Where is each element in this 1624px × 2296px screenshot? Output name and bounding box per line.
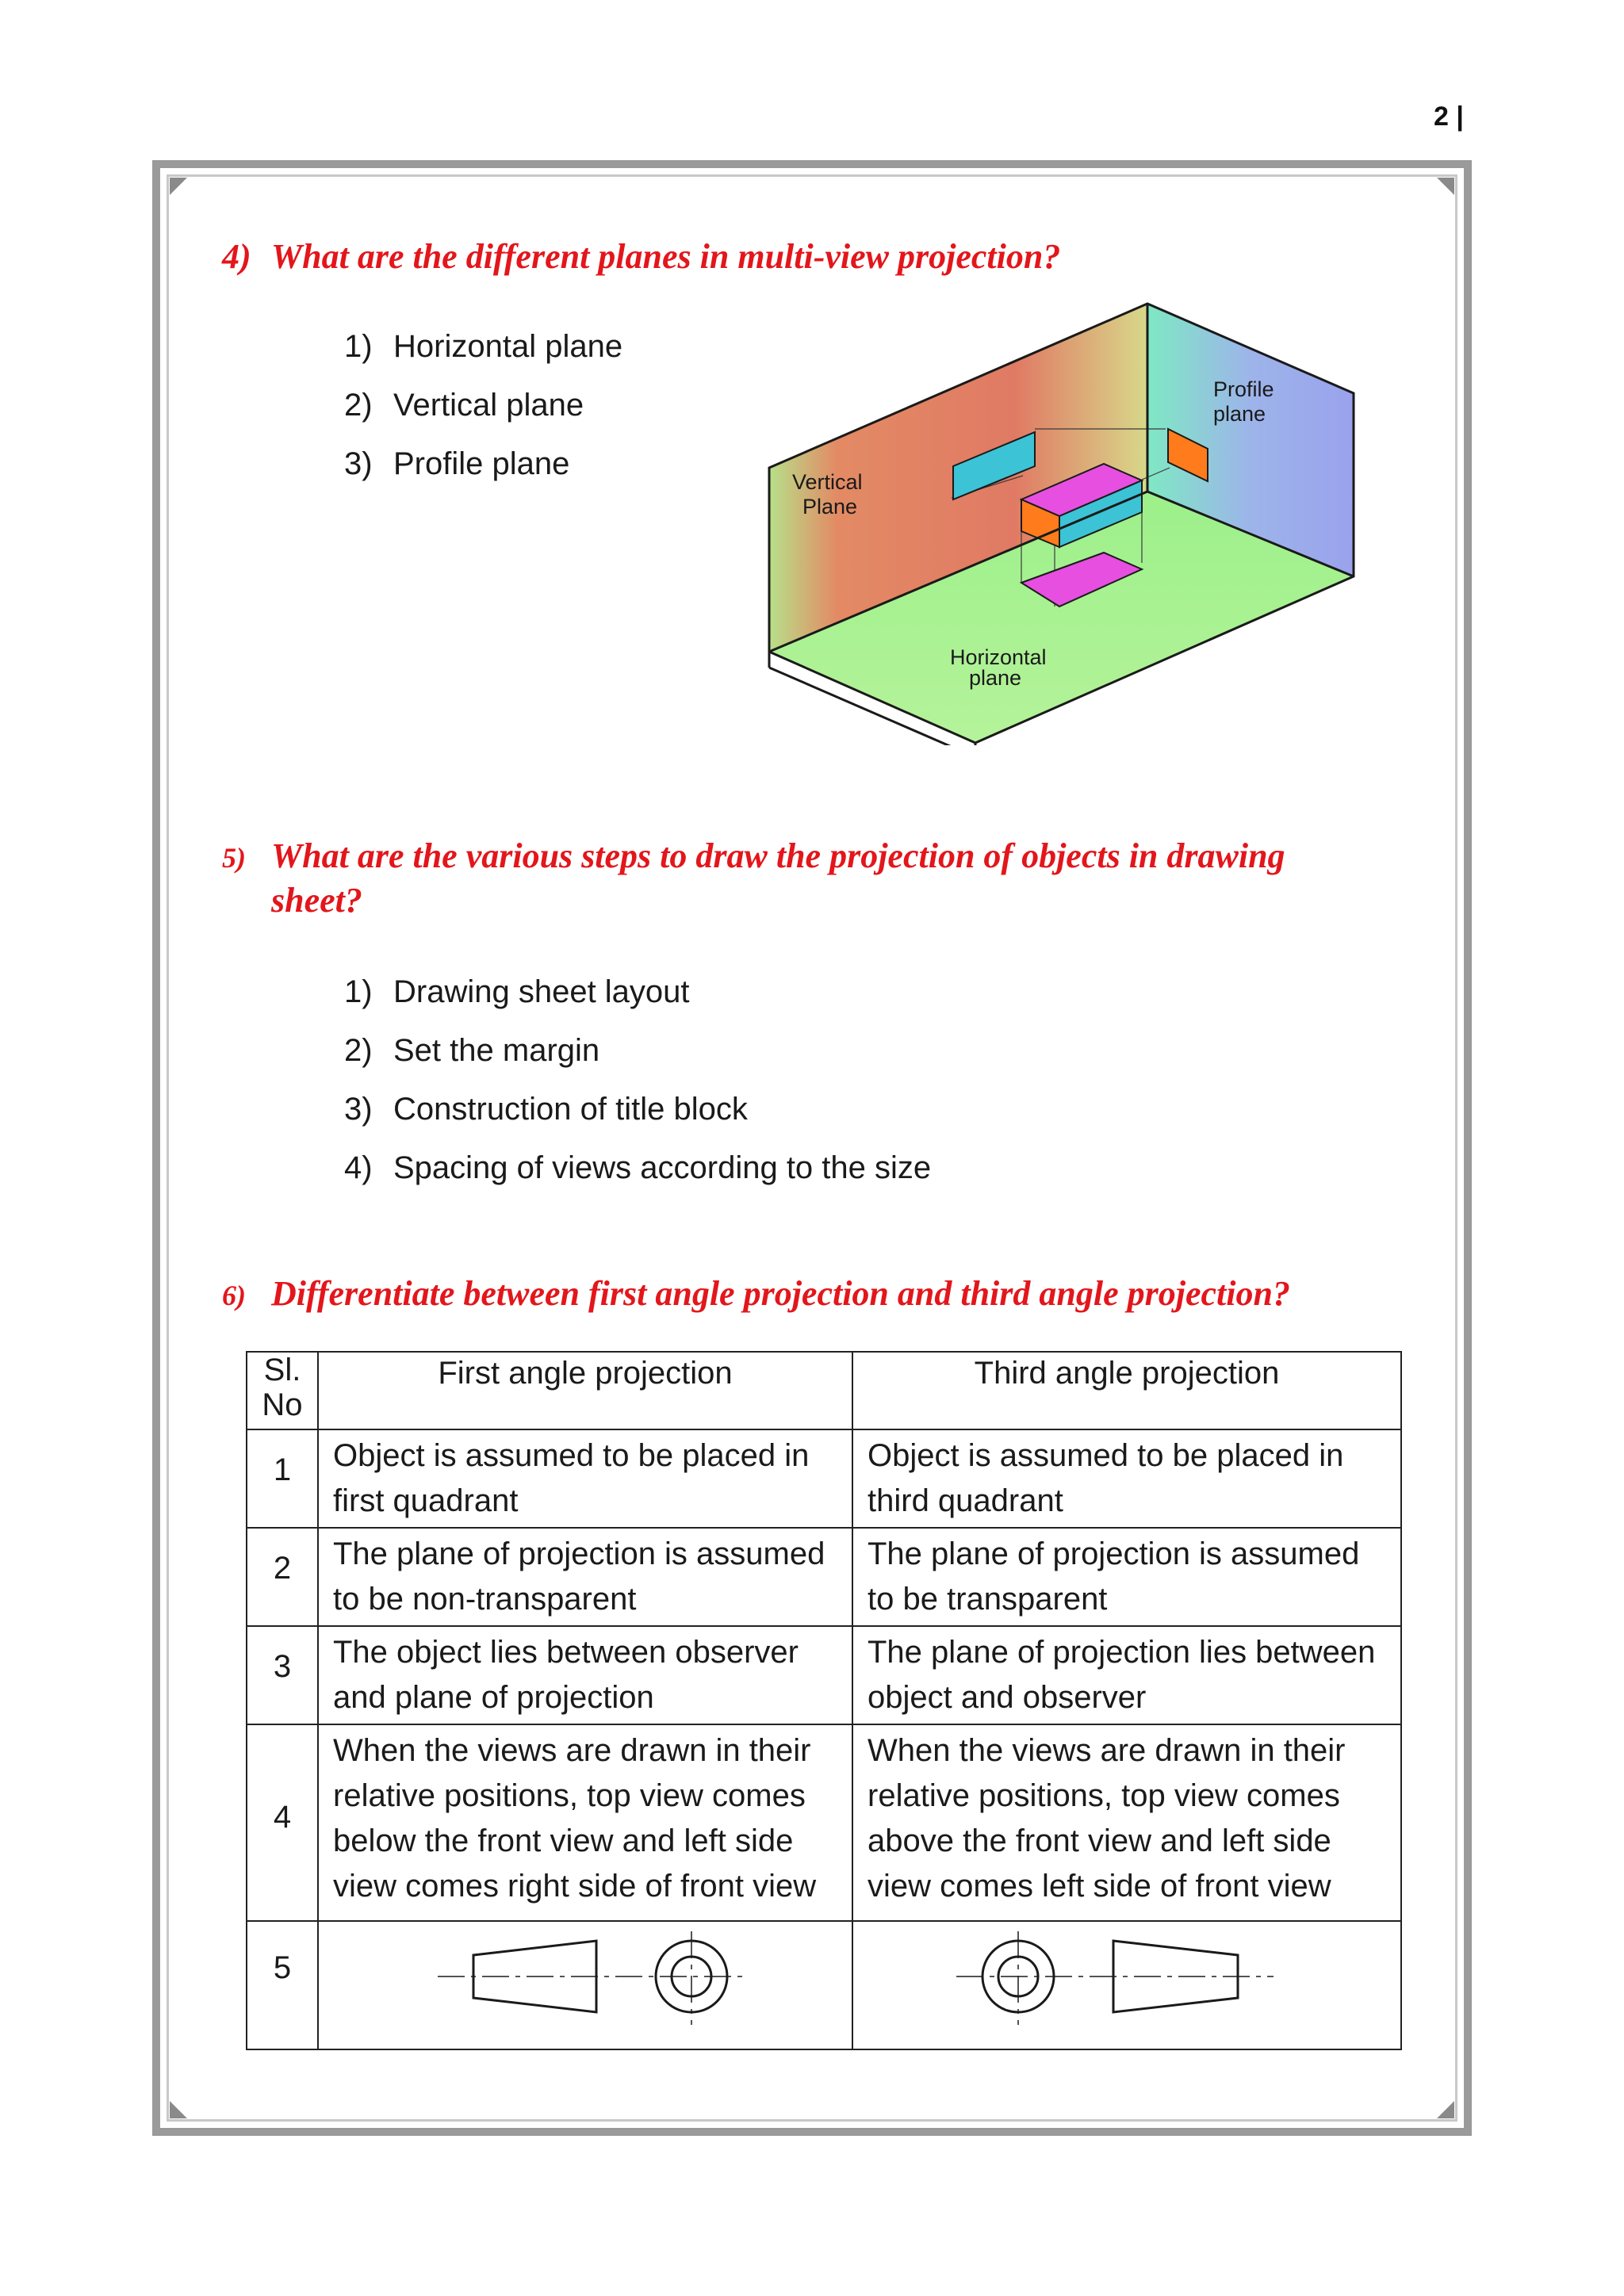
sl-cell: 4 [247, 1724, 318, 1921]
first-angle-cell: The plane of projection is assumed to be non-transparent [318, 1528, 852, 1626]
projection-planes-diagram [761, 293, 1364, 745]
vertical-plane-label: Plane [802, 495, 858, 519]
third-angle-cell: When the views are drawn in their relative positions, top view comes above the front view and left side view comes left side of front view [852, 1724, 1401, 1921]
table-header-row [247, 1352, 1401, 1429]
question-title: sheet? [271, 881, 362, 920]
horizontal-plane-label: Horizontal [950, 645, 1047, 669]
question-6-heading [222, 1272, 1290, 1318]
page-number: 2 | [1434, 101, 1464, 132]
third-angle-cell: The plane of projection is assumed to be transparent [852, 1528, 1401, 1626]
question-number: 6) [222, 1280, 246, 1311]
profile-plane-label: Profile [1213, 377, 1274, 401]
horizontal-plane-label: plane [969, 666, 1022, 690]
list-item: 3) Construction of title block [344, 1092, 748, 1127]
list-item: 2) Set the margin [344, 1033, 600, 1068]
column-header-first-angle: First angle projection [318, 1352, 852, 1429]
list-item: 1) Drawing sheet layout [344, 974, 690, 1009]
third-angle-symbol [853, 1922, 1377, 2036]
list-item: 1) Horizontal plane [344, 329, 623, 364]
table-row [247, 1626, 1401, 1724]
list-item: 2) Vertical plane [344, 388, 584, 423]
table-row [247, 1724, 1401, 1921]
question-title: What are the various steps to draw the projection of objects in drawing [271, 836, 1285, 875]
table-row [247, 1921, 1401, 2049]
corner-ornament [170, 178, 187, 195]
column-header-third-angle: Third angle projection [852, 1352, 1401, 1429]
table-row [247, 1429, 1401, 1528]
list-item: 4) Spacing of views according to the size [344, 1150, 932, 1185]
question-5-heading [222, 834, 1285, 923]
first-angle-cell: The object lies between observer and plane of projection [318, 1626, 852, 1724]
first-angle-symbol-cell [318, 1921, 852, 2049]
sl-cell: 5 [247, 1921, 318, 2049]
third-angle-cell: Object is assumed to be placed in third quadrant [852, 1429, 1401, 1528]
question-number: 4) [222, 237, 251, 276]
profile-plane-label: plane [1213, 402, 1266, 426]
planes-list [344, 317, 622, 493]
column-header-sl-no: Sl. No [247, 1352, 318, 1429]
vertical-plane-label: Vertical [792, 470, 863, 494]
comparison-table [246, 1351, 1402, 2050]
first-angle-cell: Object is assumed to be placed in first quadrant [318, 1429, 852, 1528]
sl-cell: 3 [247, 1626, 318, 1724]
steps-list [344, 962, 931, 1197]
first-angle-cell: When the views are drawn in their relative positions, top view comes below the front view and left side view comes right side of front view [318, 1724, 852, 1921]
first-angle-symbol [319, 1922, 842, 2036]
question-4-heading [222, 235, 1060, 279]
table-row [247, 1528, 1401, 1626]
question-number: 5) [222, 842, 246, 874]
list-item: 3) Profile plane [344, 446, 570, 481]
question-title: Differentiate between first angle projection and third angle projection? [271, 1274, 1290, 1313]
sl-cell: 1 [247, 1429, 318, 1528]
corner-ornament [1437, 178, 1454, 195]
third-angle-symbol-cell [852, 1921, 1401, 2049]
corner-ornament [170, 2101, 187, 2118]
sl-cell: 2 [247, 1528, 318, 1626]
third-angle-cell: The plane of projection lies between object and observer [852, 1626, 1401, 1724]
corner-ornament [1437, 2101, 1454, 2118]
question-title: What are the different planes in multi-view projection? [271, 237, 1061, 276]
